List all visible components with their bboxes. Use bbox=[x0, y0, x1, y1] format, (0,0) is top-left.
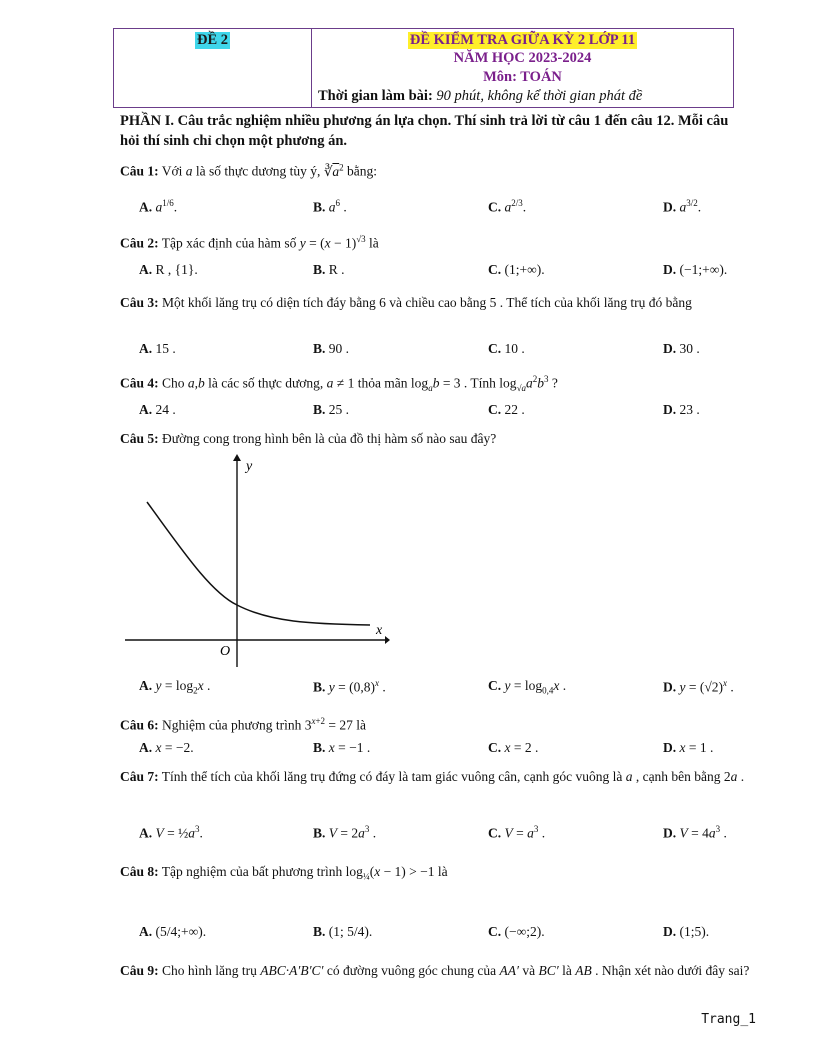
option-a[interactable]: A. 24 . bbox=[139, 402, 176, 417]
question-8-options bbox=[139, 924, 749, 946]
option-d[interactable]: D. 30 . bbox=[663, 341, 700, 356]
option-a[interactable]: A. $a^{1/6}$. bbox=[139, 198, 178, 215]
y-axis-arrow bbox=[233, 454, 241, 461]
option-c[interactable]: C. 10 . bbox=[488, 341, 525, 356]
question-5-options bbox=[139, 678, 749, 700]
exam-title-cell bbox=[312, 29, 733, 107]
question-6-options bbox=[139, 740, 749, 762]
school-year: NĂM HỌC 2023-2024 bbox=[453, 50, 592, 66]
option-b[interactable]: B. 90 . bbox=[313, 341, 350, 356]
option-b[interactable]: B. $y = (0,8)^x$ . bbox=[313, 678, 386, 695]
function-graph bbox=[120, 452, 390, 667]
option-b[interactable]: B. R . bbox=[313, 262, 345, 277]
page-footer: Trang_1 bbox=[701, 1012, 756, 1027]
question-7: Câu 7: Tính thể tích của khối lăng trụ đứng có đáy là tam giác vuông cân, cạnh góc vuông là a , cạnh bên bằng 2a . bbox=[120, 769, 745, 784]
option-a[interactable]: A. 15 . bbox=[139, 341, 176, 356]
option-c[interactable]: C. x = 2 . bbox=[488, 740, 539, 755]
option-d[interactable]: D. (1;5). bbox=[663, 924, 710, 939]
option-b[interactable]: B. (1; 5/4). bbox=[313, 924, 373, 939]
question-3-options bbox=[139, 341, 749, 363]
option-c[interactable]: C. $a^{2/3}$. bbox=[488, 198, 527, 215]
option-c[interactable]: C. 22 . bbox=[488, 402, 525, 417]
exam-header bbox=[113, 28, 734, 108]
option-d[interactable]: D. $V = 4a^3$ . bbox=[663, 824, 727, 841]
question-2: Câu 2: Tập xác định của hàm số $y = (x - 1)^{√3}$ là bbox=[120, 234, 379, 251]
question-6: Câu 6: Nghiệm của phương trình $3^{x+2} = 27$ là bbox=[120, 716, 367, 733]
question-4: Câu 4: Cho a,b là các số thực dương, a ≠ 1 thỏa mãn $\log_ab = 3$ . Tính $\log_{√a}a^2b^3$ ? bbox=[120, 374, 558, 394]
question-3: Câu 3: Một khối lăng trụ có diện tích đáy bằng 6 và chiều cao bằng 5 . Thể tích của khối lăng trụ đó bằng bbox=[120, 295, 692, 310]
question-5: Câu 5: Đường cong trong hình bên là của đồ thị hàm số nào sau đây? bbox=[120, 431, 497, 446]
option-d[interactable]: D. $a^{3/2}$. bbox=[663, 198, 702, 215]
option-c[interactable]: C. $y = \log_{0,4}x$ . bbox=[488, 678, 567, 696]
question-9: Câu 9: Cho hình lăng trụ ABC·A′B′C′ có đường vuông góc chung của AA′ và BC′ là AB . Nhận xét nào dưới đây sai? bbox=[120, 963, 750, 978]
question-7-options bbox=[139, 824, 749, 846]
exam-title: ĐỀ KIỂM TRA GIỮA KỲ 2 LỚP 11 bbox=[409, 32, 636, 48]
option-d[interactable]: D. (−1;+∞). bbox=[663, 262, 728, 277]
option-a[interactable]: A. x = −2. bbox=[139, 740, 194, 755]
option-a[interactable]: A. (5/4;+∞). bbox=[139, 924, 207, 939]
x-axis-label: x bbox=[376, 623, 383, 638]
option-c[interactable]: C. (−∞;2). bbox=[488, 924, 545, 939]
x-axis-arrow bbox=[385, 636, 390, 644]
option-a[interactable]: A. R , {1}. bbox=[139, 262, 198, 277]
option-b[interactable]: B. $V = 2a^3$ . bbox=[313, 824, 377, 841]
exam-code: ĐỀ 2 bbox=[196, 32, 229, 48]
subject: Môn: TOÁN bbox=[483, 69, 562, 85]
option-b[interactable]: B. $a^6$ . bbox=[313, 198, 347, 215]
option-b[interactable]: B. 25 . bbox=[313, 402, 350, 417]
option-d[interactable]: D. 23 . bbox=[663, 402, 700, 417]
question-4-options bbox=[139, 402, 749, 424]
y-axis-label: y bbox=[246, 459, 253, 474]
question-1-options bbox=[139, 198, 749, 220]
option-c[interactable]: C. $V = a^3$ . bbox=[488, 824, 546, 841]
curve bbox=[147, 502, 370, 625]
option-d[interactable]: D. x = 1 . bbox=[663, 740, 714, 755]
part-title: PHẦN I. Câu trắc nghiệm nhiều phương án lựa chọn. Thí sinh trả lời từ câu 1 đến câu 12. Mỗi câu hỏi thí sinh chỉ chọn một phương án. bbox=[120, 113, 729, 149]
question-2-options bbox=[139, 262, 749, 284]
option-d[interactable]: D. $y = (√2)^x$ . bbox=[663, 678, 734, 695]
option-a[interactable]: A. $y = \log_2x$ . bbox=[139, 678, 211, 696]
origin-label: O bbox=[220, 644, 231, 659]
time-limit: Thời gian làm bài: 90 phút, không kể thời gian phát đề bbox=[318, 88, 643, 104]
exam-code-cell bbox=[114, 29, 312, 107]
option-b[interactable]: B. x = −1 . bbox=[313, 740, 371, 755]
option-a[interactable]: A. $V = \frac{1}{2}a^3$. bbox=[139, 824, 203, 841]
question-1: Câu 1: Với a là số thực dương tùy ý, $∛\overline{a}^2$ bằng: bbox=[120, 162, 378, 179]
option-c[interactable]: C. (1;+∞). bbox=[488, 262, 545, 277]
question-8: Câu 8: Tập nghiệm của bất phương trình $\log_{\frac{1}{4}}(x - 1) > -1$ là bbox=[120, 864, 448, 882]
